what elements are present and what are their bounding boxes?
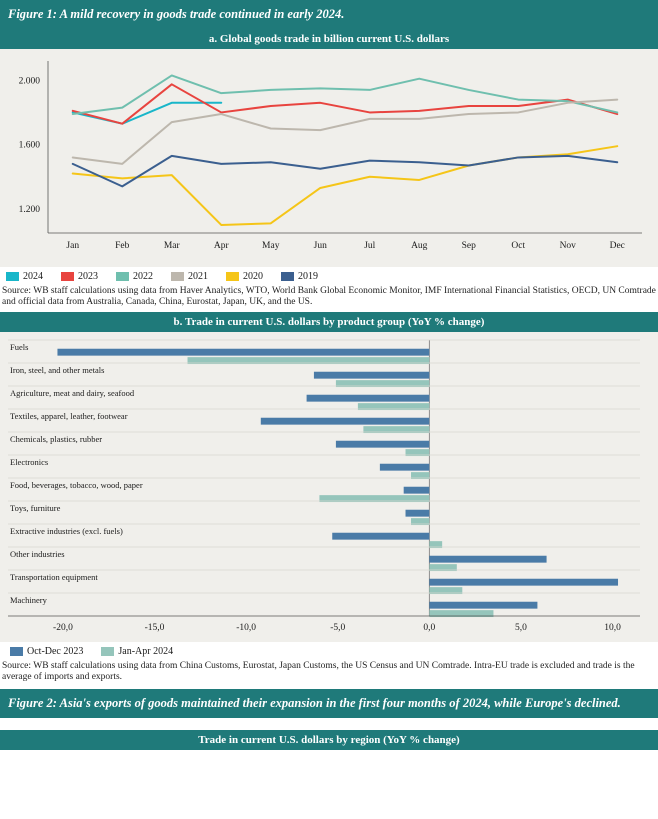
legend-swatch-icon [6, 272, 19, 281]
svg-text:Aug: Aug [411, 241, 428, 251]
legend-swatch-icon [226, 272, 239, 281]
legend-label: 2019 [298, 271, 318, 282]
svg-text:-10,0: -10,0 [236, 623, 257, 633]
panel-a-source [0, 284, 658, 308]
figure-2-title: Figure 2: Asia's exports of goods maintained their expansion in the first four months of 2024, while Europe's declined. [0, 689, 658, 718]
svg-text:Sep: Sep [461, 241, 476, 251]
svg-text:Mar: Mar [163, 241, 180, 251]
legend-item-2024 [6, 271, 43, 282]
svg-text:May: May [262, 241, 280, 251]
figure-1-title: Figure 1: A mild recovery in goods trade continued in early 2024. [0, 0, 658, 29]
svg-text:Electronics: Electronics [10, 457, 49, 467]
legend-swatch-icon [61, 272, 74, 281]
panel-a-chart [0, 49, 658, 267]
line-chart-svg [0, 49, 658, 267]
legend-item-2021 [171, 271, 208, 282]
legend-label: 2024 [23, 271, 43, 282]
figure-2-panel-title: Trade in current U.S. dollars by region (YoY % change) [0, 730, 658, 750]
legend-item-2022 [116, 271, 153, 282]
svg-text:Oct: Oct [511, 241, 526, 251]
svg-text:-20,0: -20,0 [53, 623, 73, 633]
svg-text:Transportation equipment: Transportation equipment [10, 572, 98, 582]
svg-text:Jun: Jun [313, 241, 327, 251]
legend-item-2023 [61, 271, 98, 282]
legend-label: Jan-Apr 2024 [118, 646, 174, 657]
legend-label: 2023 [78, 271, 98, 282]
svg-text:1.600: 1.600 [18, 140, 40, 151]
svg-text:Machinery: Machinery [10, 595, 47, 605]
panel-b-legend [0, 642, 658, 659]
svg-text:Iron, steel, and other metals: Iron, steel, and other metals [10, 365, 105, 375]
legend-label: 2020 [243, 271, 263, 282]
bar-chart-svg [0, 332, 658, 642]
legend-item-2019 [281, 271, 318, 282]
legend-item-2020 [226, 271, 263, 282]
svg-text:10,0: 10,0 [604, 623, 621, 633]
svg-text:Feb: Feb [115, 241, 130, 251]
svg-text:2.000: 2.000 [18, 76, 40, 87]
svg-text:Jan: Jan [66, 241, 80, 251]
svg-text:Jul: Jul [364, 241, 376, 251]
legend-swatch-icon [10, 647, 23, 656]
svg-text:Food, beverages, tobacco, wood: Food, beverages, tobacco, wood, paper [10, 480, 143, 490]
svg-text:5,0: 5,0 [514, 623, 527, 633]
svg-text:Extractive industries (excl. f: Extractive industries (excl. fuels) [10, 526, 123, 536]
svg-text:Fuels: Fuels [10, 342, 29, 352]
legend-swatch-icon [171, 272, 184, 281]
svg-text:Other industries: Other industries [10, 549, 65, 559]
svg-text:Chemicals, plastics, rubber: Chemicals, plastics, rubber [10, 434, 103, 444]
panel-a-source-text: Source: WB staff calculations using data from Haver Analytics, WTO, World Bank Global Economic Monitor, IMF International Financial Statistics, OECD, UN Comtrade and official data from Australia, Canada, China, Eurostat, Japan, UK, and the US. [2, 286, 656, 307]
svg-text:Nov: Nov [559, 241, 576, 251]
svg-text:-15,0: -15,0 [144, 623, 165, 633]
svg-text:1.200: 1.200 [18, 204, 40, 215]
svg-text:Textiles, apparel, leather, fo: Textiles, apparel, leather, footwear [10, 411, 128, 421]
panel-b-source [0, 659, 658, 683]
panel-a-legend [0, 267, 658, 284]
panel-a-title: a. Global goods trade in billion current U.S. dollars [0, 29, 658, 49]
legend-swatch-icon [281, 272, 294, 281]
panel-b-title: b. Trade in current U.S. dollars by product group (YoY % change) [0, 312, 658, 332]
legend-item-Jan-Apr-2024 [101, 646, 173, 657]
legend-item-Oct-Dec-2023 [10, 646, 83, 657]
legend-swatch-icon [116, 272, 129, 281]
svg-text:Agriculture, meat and dairy, s: Agriculture, meat and dairy, seafood [10, 388, 135, 398]
svg-text:Apr: Apr [213, 241, 229, 251]
svg-text:Toys, furniture: Toys, furniture [10, 503, 61, 513]
panel-b-chart [0, 332, 658, 642]
legend-label: 2022 [133, 271, 153, 282]
legend-swatch-icon [101, 647, 114, 656]
legend-label: 2021 [188, 271, 208, 282]
svg-text:0,0: 0,0 [423, 623, 436, 633]
panel-b-source-text: Source: WB staff calculations using data from China Customs, Eurostat, Japan Customs, the US Census and UN Comtrade. Intra-EU trade is excluded and trade is the average of imports and exports. [2, 661, 635, 682]
legend-label: Oct-Dec 2023 [27, 646, 84, 657]
svg-text:-5,0: -5,0 [330, 623, 346, 633]
svg-text:Dec: Dec [609, 241, 625, 251]
